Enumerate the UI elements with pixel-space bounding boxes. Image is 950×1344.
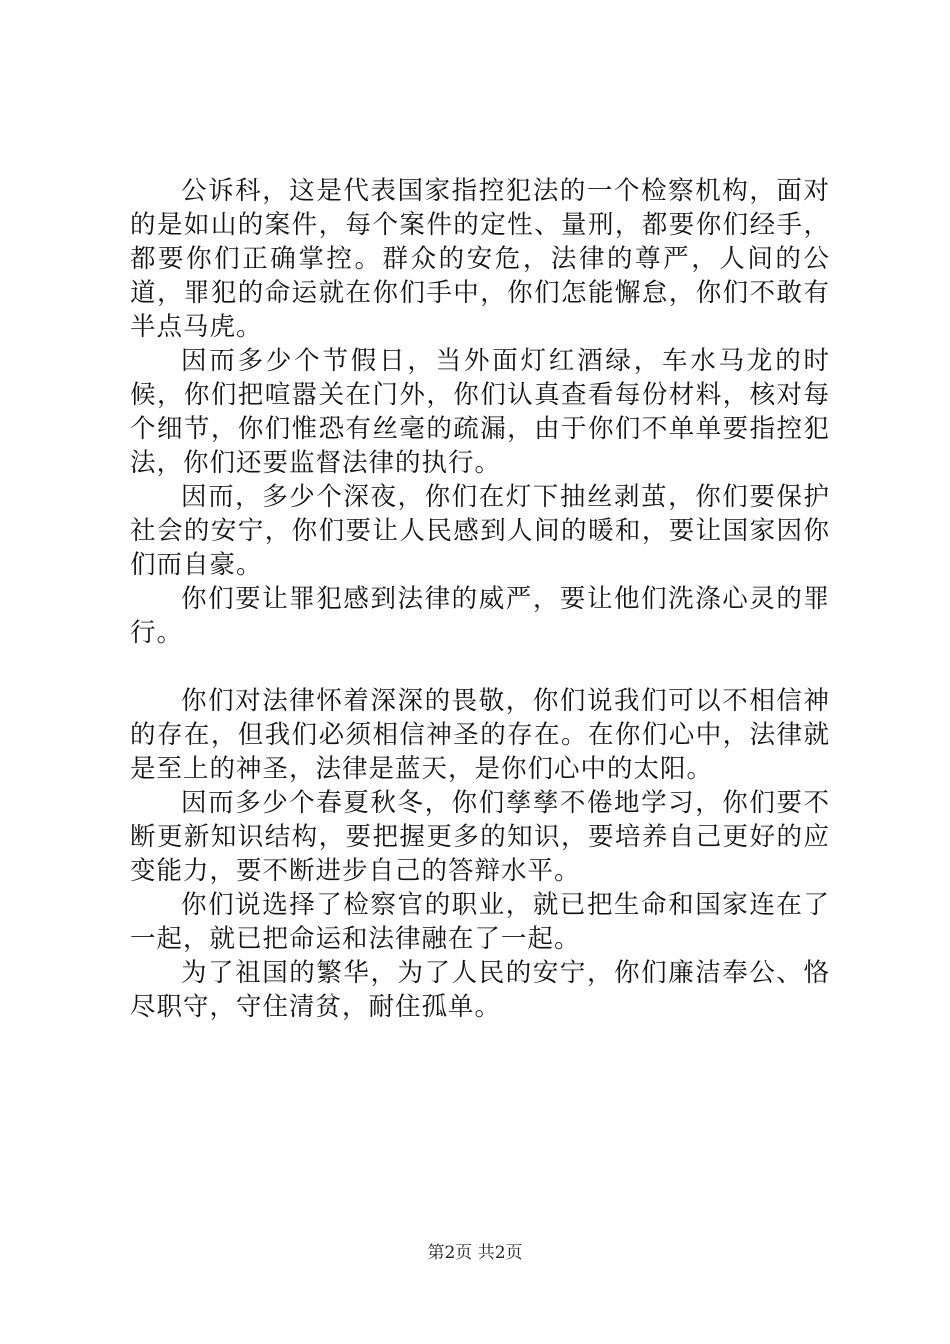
paragraph: 因而，多少个深夜，你们在灯下抽丝剥茧，你们要保护社会的安宁，你们要让人民感到人间的暖和，要让国家因你们而自豪。 [130,482,830,580]
document-body [130,174,830,1024]
page-number-footer: 第2页 共2页 [427,1243,523,1263]
paragraph: 你们说选择了检察官的职业，就已把生命和国家连在了一起，就已把命运和法律融在了一起。 [130,890,830,954]
paragraph: 为了祖国的繁华，为了人民的安宁，你们廉洁奉公、恪尽职守，守住清贫，耐住孤单。 [130,958,830,1022]
paragraph: 公诉科，这是代表国家指控犯法的一个检察机构，面对的是如山的案件，每个案件的定性、量刑，都要你们经手，都要你们正确掌控。群众的安危，法律的尊严，人间的公道，罪犯的命运就在你们手中，你们怎能懈怠，你们不敢有半点马虎。 [130,176,830,342]
paragraph: 你们对法律怀着深深的畏敬，你们说我们可以不相信神的存在，但我们必须相信神圣的存在。在你们心中，法律就是至上的神圣，法律是蓝天，是你们心中的太阳。 [130,686,830,784]
paragraph: 因而多少个节假日，当外面灯红酒绿，车水马龙的时候，你们把喧嚣关在门外，你们认真查看每份材料，核对每个细节，你们惟恐有丝毫的疏漏，由于你们不单单要指控犯法，你们还要监督法律的执行。 [130,346,830,478]
paragraph: 因而多少个春夏秋冬，你们孳孳不倦地学习，你们要不断更新知识结构，要把握更多的知识，要培养自己更好的应变能力，要不断进步自己的答辩水平。 [130,788,830,886]
paragraph: 你们要让罪犯感到法律的威严，要让他们洗涤心灵的罪行。 [130,584,830,648]
